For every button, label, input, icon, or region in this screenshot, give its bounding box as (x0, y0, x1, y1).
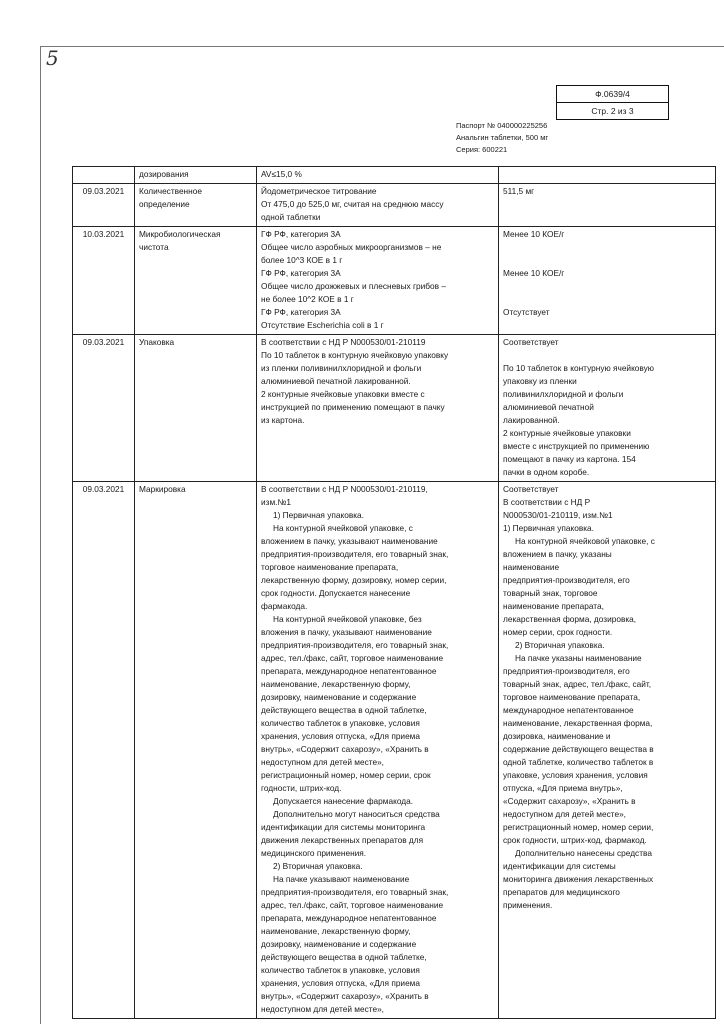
text-line: отпуска, «Для приема внутрь», (503, 783, 623, 793)
form-code: Ф.0639/4 (595, 89, 630, 99)
text-line: международное непатентованное (503, 705, 634, 715)
text-line: По 10 таблеток в контурную ячейковую (503, 363, 655, 373)
text-line: дозировку, наименование и содержание (261, 939, 417, 949)
text-line: недоступном для детей месте», (261, 757, 384, 767)
text-line: наименование, лекарственную форму, (261, 679, 411, 689)
page-number: Стр. 2 из 3 (557, 102, 668, 119)
text-line: срок годности, штрих-код, фармакод. (503, 835, 647, 845)
text-line: ГФ РФ, категория 3А (261, 268, 341, 278)
text-line: помещают в пачку из картона. 154 (503, 454, 636, 464)
scan-edge-top (40, 46, 724, 47)
text-line: наименование (503, 562, 560, 572)
text-line: пачки в одном коробе. (503, 467, 590, 477)
result-cell (499, 184, 716, 227)
text-line: регистрационный номер, номер серии, срок (261, 770, 431, 780)
text-line: лакированной. (503, 415, 560, 425)
batch-number: Серия: 600221 (456, 145, 508, 154)
text-line: определение (139, 199, 190, 209)
text-line: Количественное (139, 186, 202, 196)
text-line: предприятия-производителя, его (503, 666, 630, 676)
text-line: дозировку, наименование и содержание (261, 692, 417, 702)
text-line: AV≤15,0 % (261, 169, 302, 179)
text-line: Маркировка (139, 484, 186, 494)
table-row (73, 335, 716, 482)
text-line: предприятия-производителя, его товарный знак, (261, 887, 449, 897)
text-line: ГФ РФ, категория 3А (261, 229, 341, 239)
text-line: чистота (139, 242, 169, 252)
text-line: ГФ РФ, категория 3А (261, 307, 341, 317)
text-line: содержание действующего вещества в (503, 744, 654, 754)
text-line: Менее 10 КОЕ/г (503, 229, 565, 239)
text-line: товарный знак, торговое (503, 588, 598, 598)
text-line: В соответствии с НД Р N000530/01-210119 (261, 337, 426, 347)
text-line: годности, штрих-код. (261, 783, 342, 793)
line-spacer (503, 280, 711, 306)
text-line: более 10^3 КОЕ в 1 г (261, 255, 343, 265)
text-line: изм.№1 (261, 497, 291, 507)
text-line: упаковке, условия хранения, условия (503, 770, 648, 780)
text-line: торговое наименование препарата, (261, 562, 399, 572)
text-line: 2) Вторичная упаковка. (273, 861, 363, 871)
text-line: действующего вещества в одной таблетке, (261, 705, 427, 715)
text-line: В соответствии с НД Р N000530/01-210119, (261, 484, 428, 494)
text-line: Йодометрическое титрование (261, 186, 377, 196)
text-line: 2 контурные ячейковые упаковки (503, 428, 631, 438)
text-line: 2 контурные ячейковые упаковки вместе с (261, 389, 425, 399)
text-line: недоступном для детей месте», (503, 809, 626, 819)
test-cell (135, 335, 257, 482)
table-row (73, 227, 716, 335)
text-line: Дополнительно могут наноситься средства (273, 809, 440, 819)
date-cell: 09.03.2021 (73, 184, 135, 227)
text-line: количество таблеток в упаковке, условия (261, 718, 420, 728)
text-line: вместе с инструкцией по применению (503, 441, 650, 451)
text-line: Микробиологическая (139, 229, 221, 239)
text-line: применения. (503, 900, 553, 910)
text-line: действующего вещества в одной таблетке, (261, 952, 427, 962)
text-line: внутрь», «Содержит сахарозу», «Хранить в (261, 744, 429, 754)
text-line: Упаковка (139, 337, 175, 347)
text-line: предприятия-производителя, его товарный знак, (261, 549, 449, 559)
text-line: движения лекарственных препаратов для (261, 835, 424, 845)
text-line: поливинилхлоридной и фольги (503, 389, 624, 399)
text-line: недоступном для детей месте», (261, 1004, 384, 1014)
text-line: алюминиевой печатной (503, 402, 594, 412)
handwritten-mark: 5 (46, 46, 59, 70)
product-name: Анальгин таблетки, 500 мг (456, 133, 549, 142)
text-line: Общее число аэробных микроорганизмов – не (261, 242, 442, 252)
text-line: 1) Первичная упаковка. (503, 523, 594, 533)
test-cell (135, 184, 257, 227)
text-line: срок годности. Допускается нанесение (261, 588, 411, 598)
text-line: Соответствует (503, 484, 559, 494)
text-line: вложением в пачку, указаны (503, 549, 612, 559)
requirement-cell (257, 335, 499, 482)
result-cell (499, 227, 716, 335)
text-line: Менее 10 КОЕ/г (503, 268, 565, 278)
text-line: предприятия-производителя, его товарный знак, (261, 640, 449, 650)
table-row (73, 482, 716, 1019)
text-line: дозировка, наименование и (503, 731, 611, 741)
text-line: вложением в пачку, указывают наименование (261, 536, 438, 546)
text-line: фармакода. (261, 601, 308, 611)
table-row (73, 167, 716, 184)
requirement-cell (257, 227, 499, 335)
text-line: препарата, международное непатентованное (261, 913, 437, 923)
requirement-cell (257, 184, 499, 227)
text-line: По 10 таблеток в контурную ячейковую упаковку (261, 350, 449, 360)
text-line: 511,5 мг (503, 186, 535, 196)
text-line: адрес, тел./факс, сайт, торговое наименование (261, 900, 444, 910)
text-line: дозирования (139, 169, 189, 179)
text-line: товарный знак, адрес, тел./факс, сайт, (503, 679, 652, 689)
text-line: одной таблетке, количество таблеток в (503, 757, 654, 767)
passport-info (456, 120, 548, 156)
text-line: регистрационный номер, номер серии, (503, 822, 654, 832)
text-line: одной таблетки (261, 212, 321, 222)
text-line: внутрь», «Содержит сахарозу», «Хранить в (261, 991, 429, 1001)
text-line: адрес, тел./факс, сайт, торговое наименование (261, 653, 444, 663)
text-line: Допускается нанесение фармакода. (273, 796, 414, 806)
text-line: номер серии, срок годности. (503, 627, 613, 637)
text-line: От 475,0 до 525,0 мг, считая на среднюю массу (261, 199, 444, 209)
text-line: торговое наименование препарата, (503, 692, 641, 702)
text-line: препаратов для медицинского (503, 887, 620, 897)
scan-edge-left (40, 46, 41, 1024)
date-cell: 09.03.2021 (73, 335, 135, 482)
text-line: 2) Вторичная упаковка. (515, 640, 605, 650)
text-line: В соответствии с НД Р (503, 497, 591, 507)
date-cell: 10.03.2021 (73, 227, 135, 335)
text-line: На контурной ячейковой упаковке, без (273, 614, 422, 624)
text-line: упаковку из пленки (503, 376, 577, 386)
text-line: из картона. (261, 415, 305, 425)
text-line: наименование, лекарственную форму, (261, 926, 411, 936)
test-cell (135, 167, 257, 184)
text-line: хранения, условия отпуска, «Для приема (261, 731, 420, 741)
line-spacer (503, 241, 711, 267)
text-line: лекарственная форма, дозировка, (503, 614, 637, 624)
text-line: хранения, условия отпуска, «Для приема (261, 978, 420, 988)
text-line: инструкцией по применению помещают в пачку (261, 402, 445, 412)
analysis-table (72, 166, 716, 1019)
line-spacer (503, 349, 711, 362)
text-line: из пленки поливинилхлоридной и фольги (261, 363, 422, 373)
text-line: наименование, лекарственная форма, (503, 718, 653, 728)
text-line: вложения в пачку, указывают наименование (261, 627, 432, 637)
text-line: «Содержит сахарозу», «Хранить в (503, 796, 636, 806)
text-line: идентификации для системы мониторинга (261, 822, 426, 832)
text-line: наименование препарата, (503, 601, 604, 611)
text-line: На пачке указывают наименование (273, 874, 410, 884)
text-line: 1) Первичная упаковка. (273, 510, 364, 520)
text-line: Соответствует (503, 337, 559, 347)
text-line: мониторинга движения лекарственных (503, 874, 654, 884)
table-row (73, 184, 716, 227)
text-line: лекарственную форму, дозировку, номер серии, (261, 575, 447, 585)
requirement-cell (257, 167, 499, 184)
text-line: количество таблеток в упаковке, условия (261, 965, 420, 975)
passport-number: Паспорт № 040000225256 (456, 121, 548, 130)
date-cell (73, 167, 135, 184)
text-line: Отсутствие Escherichia coli в 1 г (261, 320, 384, 330)
text-line: алюминиевой печатной лакированной. (261, 376, 411, 386)
form-code-box (556, 85, 669, 120)
text-line: На контурной ячейковой упаковке, с (273, 523, 413, 533)
text-line: На пачке указаны наименование (515, 653, 642, 663)
text-line: медицинского применения. (261, 848, 367, 858)
result-cell (499, 335, 716, 482)
text-line: идентификации для системы (503, 861, 616, 871)
requirement-cell (257, 482, 499, 1019)
text-line: предприятия-производителя, его (503, 575, 630, 585)
text-line: Отсутствует (503, 307, 550, 317)
text-line: N000530/01-210119, изм.№1 (503, 510, 613, 520)
text-line: препарата, международное непатентованное (261, 666, 437, 676)
text-line: не более 10^2 КОЕ в 1 г (261, 294, 354, 304)
result-cell (499, 482, 716, 1019)
date-cell: 09.03.2021 (73, 482, 135, 1019)
test-cell (135, 227, 257, 335)
text-line: Общее число дрожжевых и плесневых грибов – (261, 281, 446, 291)
test-cell (135, 482, 257, 1019)
text-line: На контурной ячейковой упаковке, с (515, 536, 655, 546)
result-cell (499, 167, 716, 184)
text-line: Дополнительно нанесены средства (515, 848, 652, 858)
